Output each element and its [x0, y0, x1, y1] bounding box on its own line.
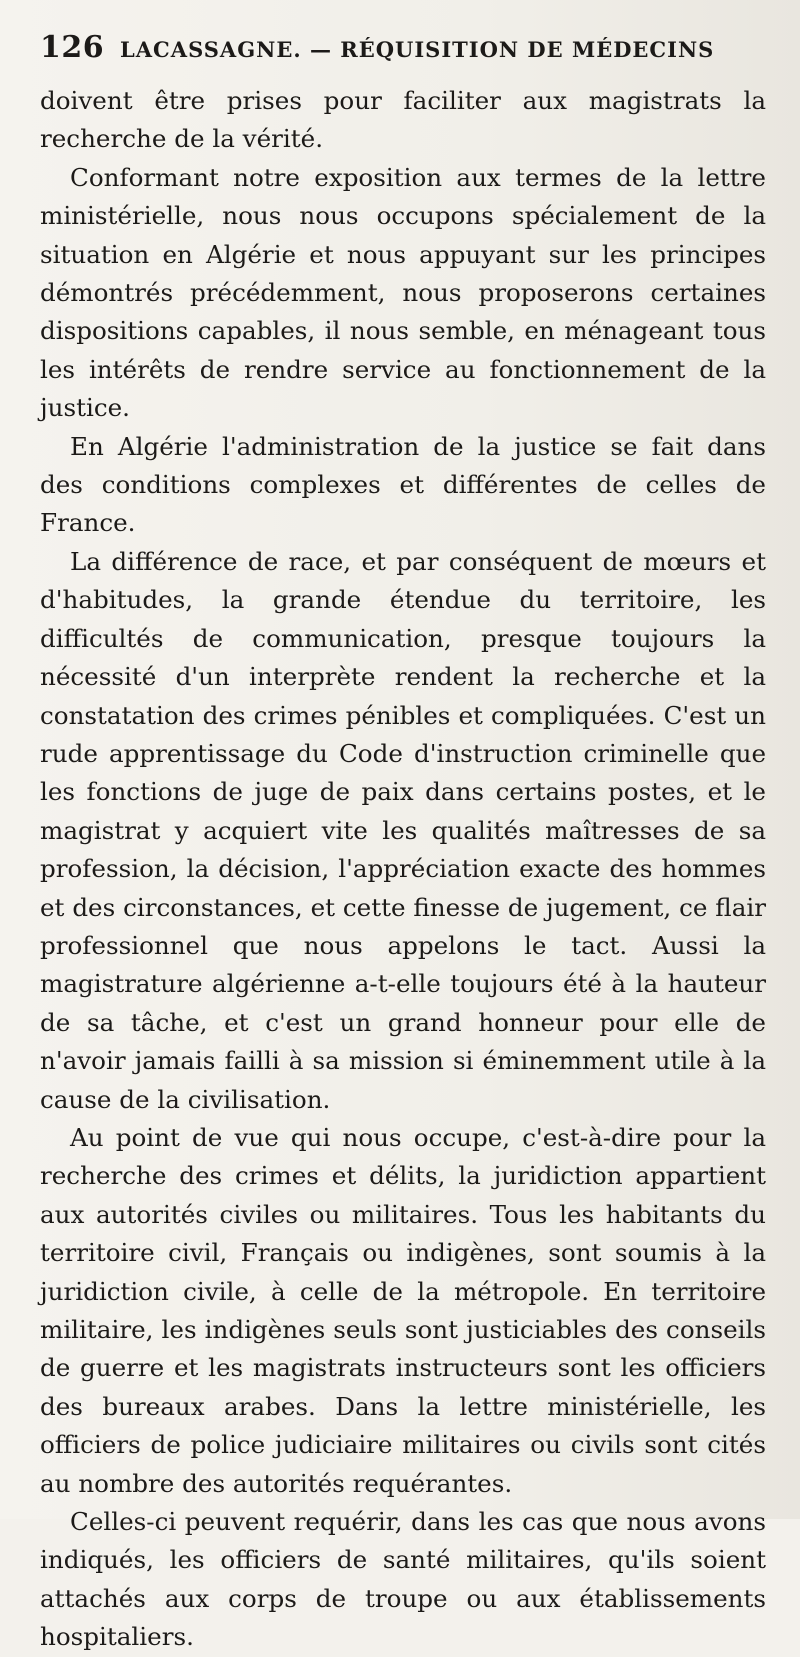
body-text — [40, 82, 766, 1657]
paragraph: En Algérie l'administration de la justice se fait dans des conditions complexes et différentes de celles de France. — [40, 431, 766, 538]
paragraph: Celles-ci peuvent requérir, dans les cas que nous avons indiqués, les officiers de santé militaires, qu'ils soient attachés aux corps de troupe ou aux établissements hospitaliers. — [40, 1507, 766, 1652]
page-number: 126 — [40, 30, 105, 65]
paragraph: Conformant notre exposition aux termes de la lettre ministérielle, nous nous occupons spécialement de la situation en Algérie et nous appuyant sur les principes démontrés précédemment, nous proposerons certaines dispositions capables, il nous semble, en ménageant tous les intérêts de rendre service au fonctionnement de la justice. — [40, 162, 766, 423]
running-head: LACASSAGNE. — RÉQUISITION DE MÉDECINS — [120, 37, 715, 62]
page-header — [40, 30, 766, 82]
paragraph: La différence de race, et par conséquent de mœurs et d'habitudes, la grande étendue du territoire, les difficultés de communication, presque toujours la nécessité d'un interprète rendent la recherche et la constatation des crimes pénibles et compliquées. C'est un rude apprentissage du Code d'instruction criminelle que les fonctions de juge de paix dans certains postes, et le magistrat y acquiert vite les qualités maîtresses de sa profession, la décision, l'appréciation exacte des hommes et des circonstances, et cette finesse de jugement, ce flair professionnel que nous appelons le tact. Aussi la magistrature algérienne a-t-elle toujours été à la hauteur de sa tâche, et c'est un grand honneur pour elle de n'avoir jamais failli à sa mission si éminemment utile à la cause de la civilisation. — [40, 546, 766, 1114]
paragraph: doivent être prises pour faciliter aux magistrats la recherche de la vérité. — [40, 86, 766, 154]
paragraph: Au point de vue qui nous occupe, c'est-à-dire pour la recherche des crimes et délits, la juridiction appartient aux autorités civiles ou militaires. Tous les habitants du territoire civil, Français ou indigènes, sont soumis à la juridiction civile, à celle de la métropole. En territoire militaire, les indigènes seuls sont justiciables des conseils de guerre et les magistrats instructeurs sont les officiers des bureaux arabes. Dans la lettre ministérielle, les officiers de police judiciaire militaires ou civils sont cités au nombre des autorités requérantes. — [40, 1122, 766, 1498]
